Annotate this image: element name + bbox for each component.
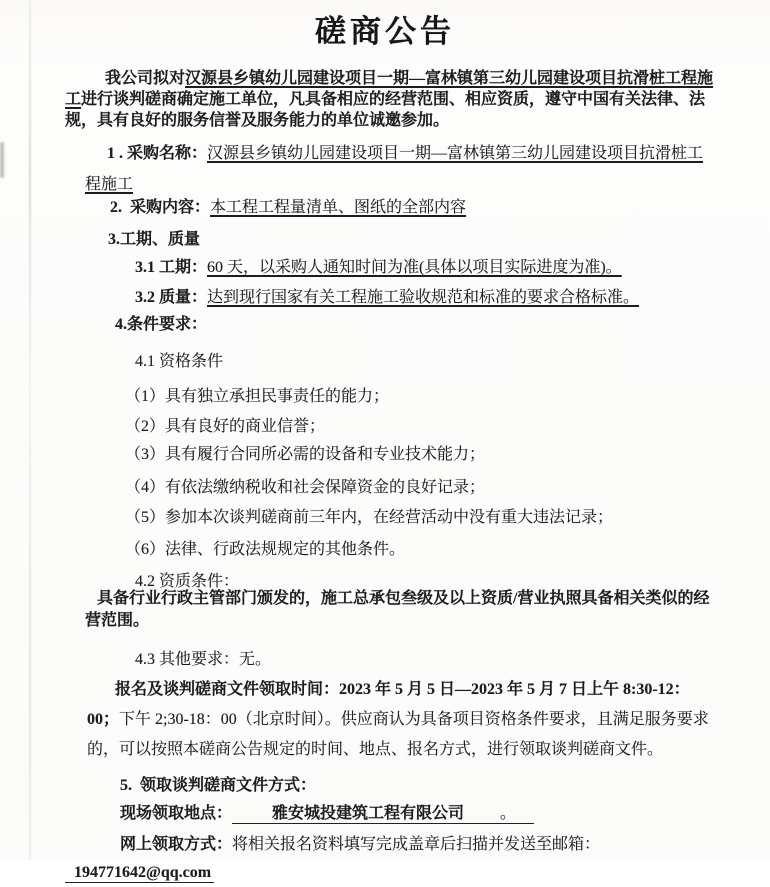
item-3-2-value: 达到现行国家有关工程施工验收规范和标准的要求合格标准。 [207, 289, 640, 306]
item-4-2-text: 具备行业行政主管部门颁发的，施工总承包叁级及以上资质/营业执照具备相关类似的经营范围。 [85, 590, 710, 629]
item-4-1-label: 4.1 资格条件 [135, 353, 224, 370]
item-4-3-heading [65, 646, 714, 674]
signup-rest: 下午 2;30-18：00（北京时间）。供应商认为具备项目资格条件要求，且满足服务要求的，可以按照本磋商公告规定的时间、地点、报名方式，进行领取谈判磋商文件。 [87, 711, 709, 758]
qualification-item [65, 536, 714, 564]
intro-lead: 我公司拟对 [105, 70, 186, 87]
online-email: 194771642@qq.com [65, 864, 214, 883]
item-4-label: 4.条件要求： [115, 316, 208, 333]
scan-smudge-artifact [0, 142, 4, 178]
onsite-value: 雅安城投建筑工程有限公司 [272, 805, 465, 822]
item-3-1-label: 3.1 工期： [135, 259, 208, 276]
qualification-item [65, 504, 714, 532]
item-4-3-value: 无。 [239, 651, 272, 668]
item-3-1-duration [65, 254, 714, 282]
item-4-1-heading [65, 348, 714, 376]
item-1-purchase-name [85, 138, 714, 200]
qualification-item [65, 474, 714, 502]
item-2-purchase-content [65, 194, 714, 222]
signup-dates: 2023 年 5 月 5 日—2023 年 5 月 7 日上午 8:30-12：00； [87, 681, 690, 728]
item-4-2-paragraph [85, 588, 714, 631]
online-label: 网上领取方式： [120, 836, 233, 853]
onsite-label: 现场领取地点： [120, 805, 233, 822]
item-5-heading [65, 772, 714, 800]
qualification-item [65, 383, 714, 411]
intro-rest: 进行谈判磋商确定施工单位，凡具备相应的经营范围、相应资质，遵守中国有关法律、法规，具有良好的服务信誉及服务能力的单位诚邀参加。 [65, 91, 706, 129]
item-3-2-quality [65, 284, 714, 312]
qualification-4: （4）有依法缴纳税收和社会保障资金的良好记录； [125, 479, 486, 496]
onsite-blank-underline [232, 805, 534, 824]
item-3-heading [65, 226, 714, 254]
qualification-3: （3）具有履行合同所必需的设备和专业技术能力； [125, 446, 486, 463]
onsite-suffix: 。 [500, 805, 517, 822]
qualification-item [65, 413, 714, 441]
item-4-heading [65, 311, 714, 339]
item-1-value: 汉源县乡镇幼儿园建设项目一期—富林镇第三幼儿园建设项目抗滑桩工程施工 [85, 145, 704, 193]
item-4-3-label: 4.3 其他要求： [135, 651, 240, 668]
item-2-label: 2. 采购内容： [110, 199, 211, 216]
item-2-value: 本工程工程量清单、图纸的全部内容 [210, 199, 467, 216]
item-1-label: 1 . 采购名称： [107, 145, 208, 162]
item-3-1-value: 60 天，以采购人通知时间为准(具体以项目实际进度为准)。 [207, 259, 622, 276]
qualification-5: （5）参加本次谈判磋商前三年内，在经营活动中没有重大违法记录； [125, 509, 614, 526]
page-title: 磋商公告 [315, 14, 455, 49]
scan-crease-artifact [29, 0, 31, 860]
online-text: 将相关报名资料填写完成盖章后扫描并发送至邮箱： [232, 836, 605, 853]
intro-paragraph [65, 68, 714, 131]
qualification-1: （1）具有独立承担民事责任的能力； [125, 388, 390, 405]
item-5-label: 5. 领取谈判磋商文件方式： [120, 777, 317, 794]
item-4-2-label: 4.2 资质条件： [135, 573, 240, 590]
online-pickup-line [65, 831, 714, 887]
signup-label: 报名及谈判磋商文件领取时间： [115, 681, 340, 698]
qualification-2: （2）具有良好的商业信誉； [125, 418, 326, 435]
intro-project-name: 汉源县乡镇幼儿园建设项目一期—富林镇第三幼儿园建设项目抗滑桩工程施工 [65, 70, 714, 108]
item-3-2-label: 3.2 质量： [135, 289, 208, 306]
signup-time-paragraph [87, 675, 714, 765]
qualification-item [65, 441, 714, 469]
item-3-label: 3.工期、质量 [108, 231, 201, 248]
qualification-6: （6）法律、行政法规规定的其他条件。 [125, 541, 406, 558]
onsite-pickup-line [65, 800, 714, 828]
